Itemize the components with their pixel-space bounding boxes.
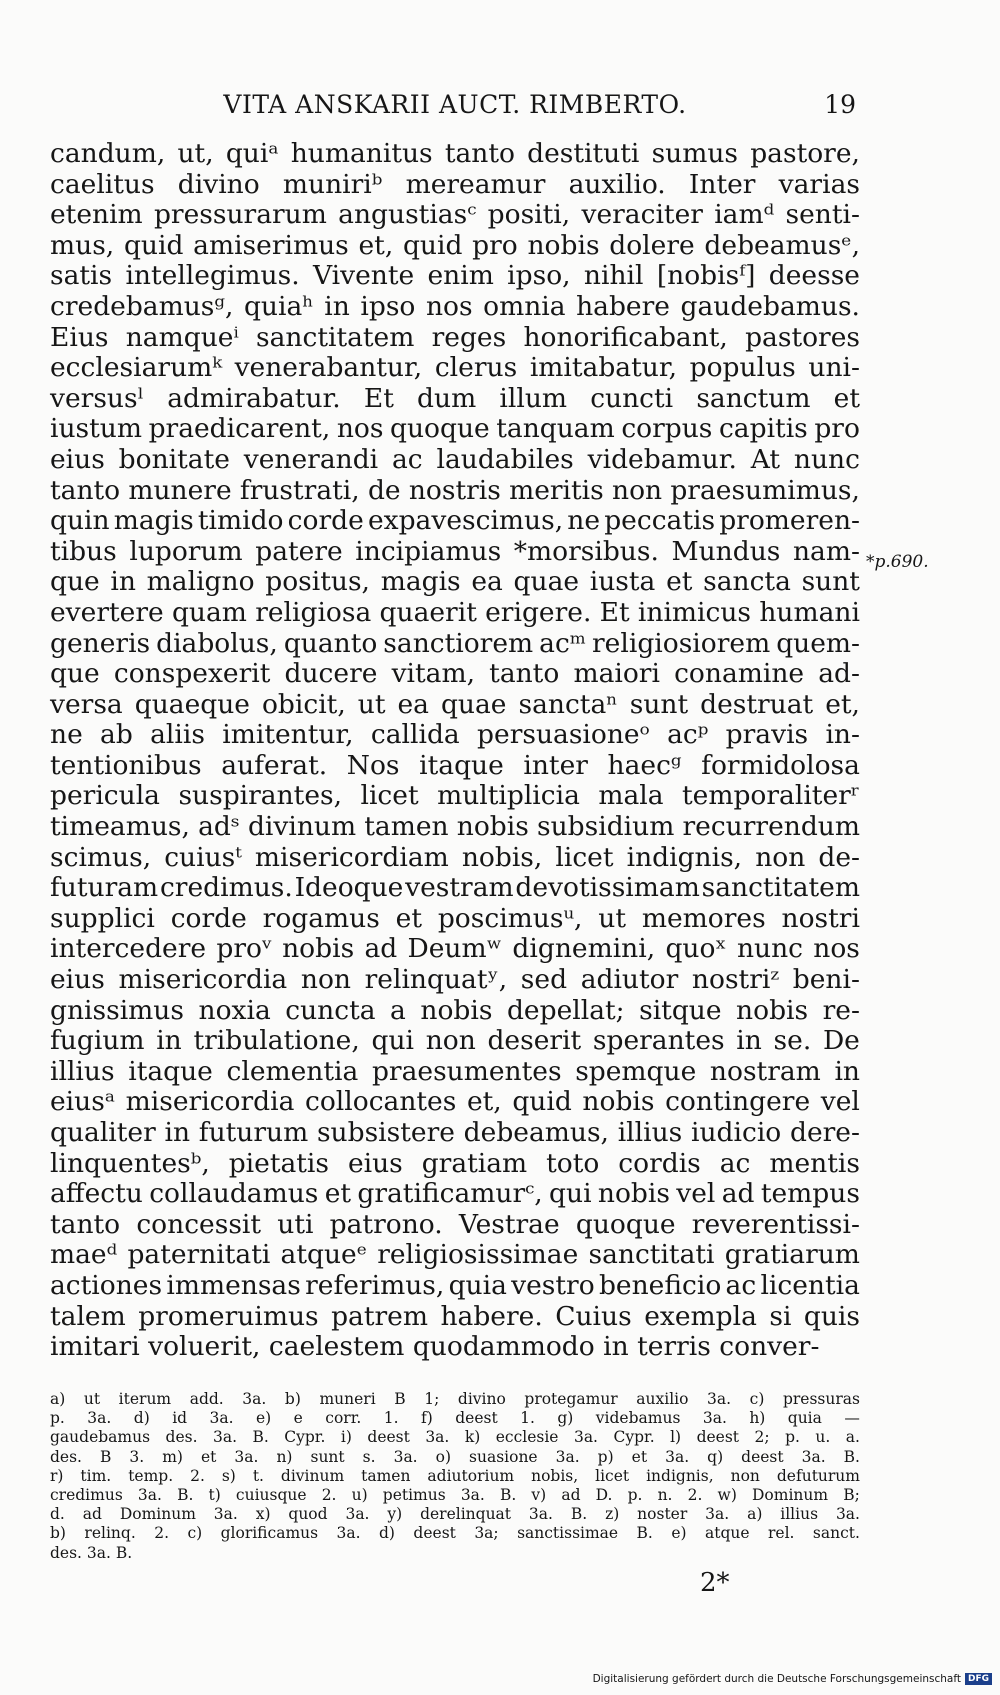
- text-line: mus, quid amiserimus et, quid pro nobis dolere debeamusᵉ,: [50, 229, 860, 261]
- text-line: linquentesᵇ, pietatis eius gratiam toto cordis ac mentis: [50, 1147, 860, 1179]
- footnote-line: a) ut iterum add. 3a. b) muneri B 1; divino protegamur auxilio 3a. c) pressuras: [50, 1390, 860, 1408]
- text-line: versusˡ admirabatur. Et dum illum cuncti sanctum et: [50, 382, 860, 414]
- credit-text: Digitalisierung gefördert durch die Deutsche Forschungsgemeinschaft: [592, 1673, 961, 1685]
- text-line: eius bonitate venerandi ac laudabiles videbamur. At nunc: [50, 443, 860, 475]
- text-line: tanto concessit uti patrono. Vestrae quoque reverentissi-: [50, 1208, 860, 1240]
- text-line: Eius namqueⁱ sanctitatem reges honorificabant, pastores: [50, 321, 860, 353]
- text-line: affectu collaudamus et gratificamurᶜ, qui nobis vel ad tempus: [50, 1178, 860, 1210]
- text-line: eius misericordia non relinquatʸ, sed adiutor nostriᶻ beni-: [50, 964, 860, 996]
- text-line: imitari voluerit, caelestem quodammodo in terris conver-: [50, 1331, 820, 1363]
- footnote-line: r) tim. temp. 2. s) t. divinum tamen adiutorium nobis, licet indignis, non defuturum: [50, 1466, 860, 1485]
- text-line: intercedere proᵛ nobis ad Deumʷ dignemini, quoˣ nunc nos: [50, 933, 860, 965]
- text-line: timeamus, adˢ divinum tamen nobis subsidium recurrendum: [50, 811, 860, 843]
- text-line: que conspexerit ducere vitam, tanto maiori conamine ad-: [50, 658, 860, 690]
- text-line: quin magis timido corde expavescimus, ne peccatis promeren-: [50, 505, 860, 537]
- signature-mark: 2*: [700, 1568, 730, 1598]
- text-line: pericula suspirantes, licet multiplicia mala temporaliterʳ: [50, 780, 860, 812]
- text-line: futuram credimus. Ideoque vestram devotissimam sanctitatem: [50, 872, 860, 904]
- text-line: versa quaeque obicit, ut ea quae sanctaⁿ sunt destruat et,: [50, 688, 860, 720]
- text-line: maeᵈ paternitati atqueᵉ religiosissimae sanctitati gratiarum: [50, 1239, 860, 1271]
- footnote-line: credimus 3a. B. t) cuiusque 2. u) petimus 3a. B. v) ad D. p. n. 2. w) Dominum B;: [50, 1485, 860, 1504]
- text-line: tibus luporum patere incipiamus *morsibus. Mundus nam-: [50, 535, 860, 567]
- text-line: qualiter in futurum subsistere debeamus, illius iudicio dere-: [50, 1117, 860, 1148]
- text-line: talem promeruimus patrem habere. Cuius exempla si quis: [50, 1300, 860, 1332]
- footnote-line: gaudebamus des. 3a. B. Cypr. i) deest 3a. k) ecclesie 3a. Cypr. l) deest 2; p. u. a.: [50, 1428, 860, 1447]
- text-line: credebamusᵍ, quiaʰ in ipso nos omnia habere gaudebamus.: [50, 290, 860, 322]
- text-line: tanto munere frustrati, de nostris meritis non praesumimus,: [50, 474, 860, 506]
- text-line: candum, ut, quiᵃ humanitus tanto destituti sumus pastore,: [50, 138, 860, 169]
- text-line: que in maligno positus, magis ea quae iusta et sancta sunt: [50, 566, 860, 598]
- text-line: tentionibus auferat. Nos itaque inter haecᵍ formidolosa: [50, 749, 860, 781]
- footnote-line: p. 3a. d) id 3a. e) e corr. 1. f) deest 1. g) videbamus 3a. h) quia —: [50, 1409, 860, 1428]
- text-line: fugium in tribulatione, qui non deserit sperantes in se. De: [50, 1025, 860, 1057]
- page-number: 19: [824, 90, 856, 119]
- running-title: VITA ANSKARII AUCT. RIMBERTO.: [223, 90, 687, 119]
- text-line: evertere quam religiosa quaerit erigere. Et inimicus humani: [50, 596, 860, 628]
- text-line: satis intellegimus. Vivente enim ipso, nihil [nobisᶠ] deesse: [50, 260, 860, 292]
- footnote-line: b) relinq. 2. c) glorificamus 3a. d) deest 3a; sanctissimae B. e) atque rel. sanct.: [50, 1524, 860, 1543]
- digitization-credit: [593, 1673, 992, 1685]
- text-line: illius itaque clementia praesumentes spemque nostram in: [50, 1055, 860, 1087]
- text-line: ne ab aliis imitentur, callida persuasioneᵒ acᵖ pravis in-: [50, 719, 860, 751]
- footnote-line: des. B 3. m) et 3a. n) sunt s. 3a. o) suasione 3a. p) et 3a. q) deest 3a. B.: [50, 1447, 860, 1466]
- margin-page-reference: *p.690.: [866, 552, 929, 572]
- body-text: [50, 139, 860, 1363]
- text-line: iustum praedicarent, nos quoque tanquam corpus capitis pro: [50, 413, 860, 445]
- dfg-logo: DFG: [965, 1673, 992, 1685]
- text-line: eiusᵃ misericordia collocantes et, quid nobis contingere vel: [50, 1086, 860, 1118]
- text-line: actiones immensas referimus, quia vestro beneficio ac licentia: [50, 1269, 860, 1301]
- text-line: gnissimus noxia cuncta a nobis depellat; sitque nobis re-: [50, 994, 860, 1026]
- text-line: scimus, cuiusᵗ misericordiam nobis, licet indignis, non de-: [50, 841, 860, 873]
- running-header: [50, 84, 860, 124]
- text-line: supplici corde rogamus et poscimusᵘ, ut memores nostri: [50, 902, 860, 934]
- footnotes: [50, 1390, 860, 1563]
- footnote-line: des. 3a. B.: [50, 1543, 133, 1562]
- text-line: generis diabolus, quanto sanctiorem acᵐ religiosiorem quem-: [50, 627, 860, 659]
- footnote-line: d. ad Dominum 3a. x) quod 3a. y) derelinquat 3a. B. z) noster 3a. a) illius 3a.: [50, 1505, 860, 1524]
- text-line: ecclesiarumᵏ venerabantur, clerus imitabatur, populus uni-: [50, 352, 860, 384]
- text-line: caelitus divino muniriᵇ mereamur auxilio. Inter varias: [50, 168, 860, 200]
- text-line: etenim pressurarum angustiasᶜ positi, veraciter iamᵈ senti-: [50, 199, 860, 231]
